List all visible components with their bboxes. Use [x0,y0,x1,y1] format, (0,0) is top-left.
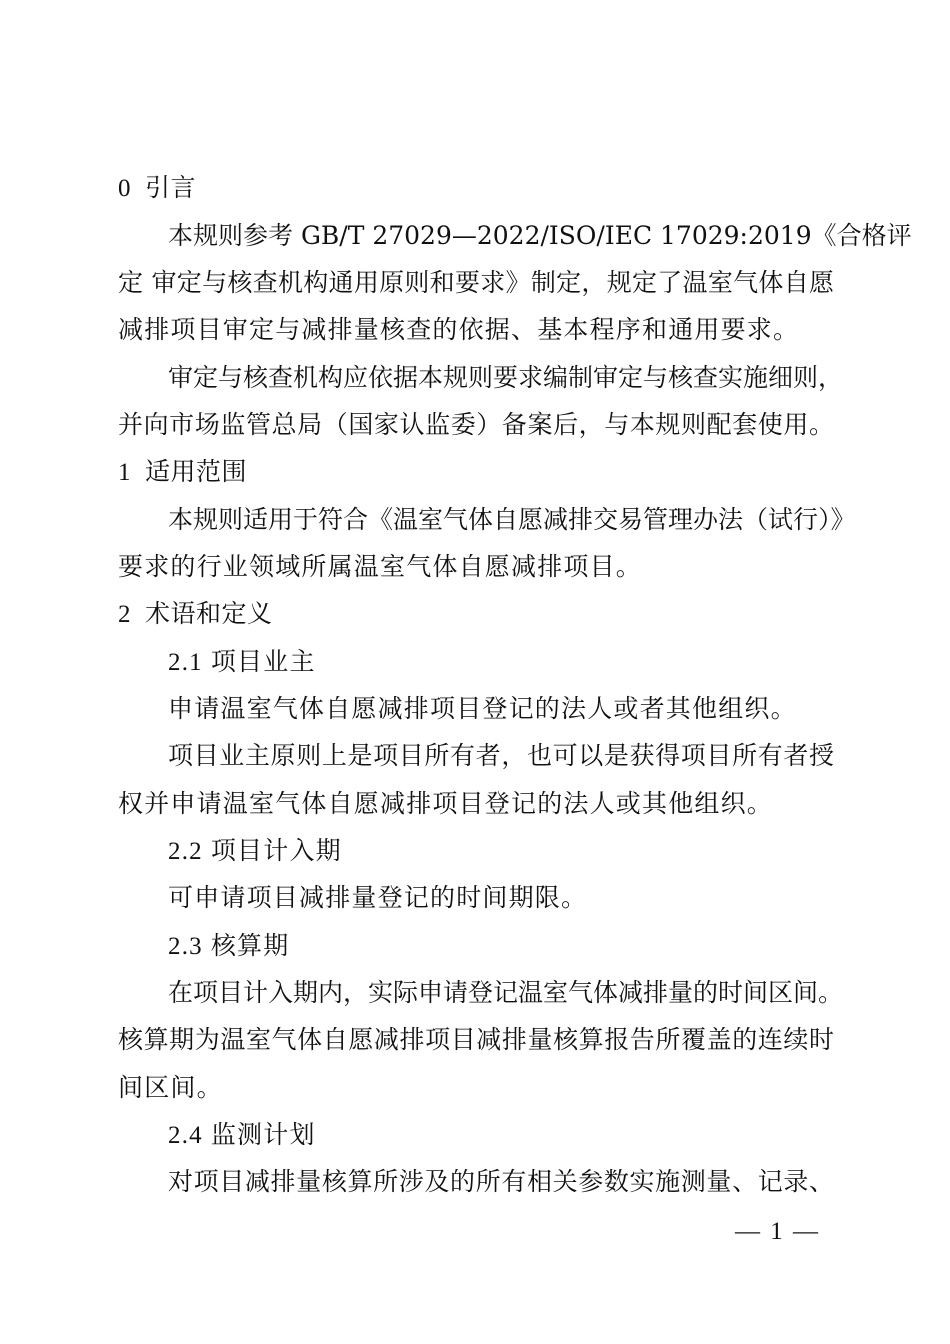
section-heading-0 [118,164,834,212]
paragraph-line: 要求的行业领域所属温室气体自愿减排项目。 [118,552,643,581]
section-heading-2 [118,590,834,638]
section-title: 术语和定义 [145,599,273,628]
paragraph-line: 减排项目审定与减排量核查的依据、基本程序和通用要求。 [118,315,800,344]
paragraph-line: 核算期为温室气体自愿减排项目减排量核算报告所覆盖的连续时 [118,1025,834,1054]
page-number: — 1 — [735,1218,820,1245]
subsection-number: 2.1 [168,649,203,676]
subsection-number: 2.2 [168,838,203,865]
section-number: 0 [118,175,131,202]
subsection-title: 核算期 [210,931,290,960]
paragraph-line: 申请温室气体自愿减排项目登记的法人或者其他组织。 [168,694,797,723]
paragraph-line: 项目业主原则上是项目所有者，也可以是获得项目所有者授 [168,741,834,770]
paragraph-line: 本规则参考 GB/T 27029—2022/ISO/IEC 17029:2019《合格评 [168,221,912,250]
subsection-title: 监测计划 [210,1120,316,1149]
paragraph-line: 间区间。 [118,1073,223,1102]
paragraph-line: 权并申请温室气体自愿减排项目登记的法人或其他组织。 [118,789,774,818]
subsection-title: 项目计入期 [210,836,342,865]
paragraph-line: 审定与核查机构应依据本规则要求编制审定与核查实施细则， [168,363,844,392]
paragraph-line: 对项目减排量核算所涉及的所有相关参数实施测量、记录、 [168,1167,834,1196]
section-heading-1 [118,448,834,496]
paragraph-line: 并向市场监管总局（国家认监委）备案后，与本规则配套使用。 [118,410,834,439]
section-title: 适用范围 [145,457,248,486]
subsection-heading-2-2 [168,827,834,875]
paragraph-line: 本规则适用于符合《温室气体自愿减排交易管理办法（试行）》 [168,505,856,534]
section-title: 引言 [145,173,197,202]
subsection-heading-2-3 [168,922,834,970]
subsection-number: 2.4 [168,1122,203,1149]
paragraph-line: 定 审定与核查机构通用原则和要求》制定，规定了温室气体自愿 [118,268,834,297]
subsection-number: 2.3 [168,933,203,960]
paragraph-line: 在项目计入期内，实际申请登记温室气体减排量的时间区间。 [168,978,844,1007]
subsection-heading-2-1 [168,638,834,686]
paragraph-line: 可申请项目减排量登记的时间期限。 [168,883,588,912]
subsection-heading-2-4 [168,1111,834,1159]
section-number: 1 [118,459,131,486]
section-number: 2 [118,601,131,628]
subsection-title: 项目业主 [210,647,316,676]
